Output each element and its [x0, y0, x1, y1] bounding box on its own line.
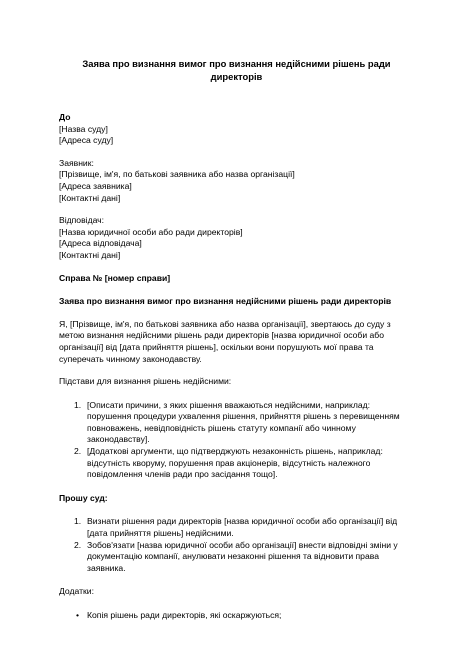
list-line: законодавству]. — [87, 434, 150, 445]
court-name: [Назва суду] — [59, 123, 108, 134]
respondent-heading: Відповідач: — [59, 215, 105, 226]
list-line: Зобов'язати [назва юридичної особи або організації] внести відповідні зміни у — [87, 539, 398, 550]
addressee-block — [59, 112, 414, 147]
list-line: [Описати причини, з яких рішення вважаються недійсними, наприклад: — [87, 399, 371, 410]
list-item — [59, 610, 414, 622]
list-item — [59, 400, 414, 446]
intro-line: Я, [Прізвище, ім'я, по батькові заявника або назва організації], звертаюсь до суду з — [59, 318, 391, 329]
respondent-address: [Адреса відповідача] — [59, 238, 142, 249]
intro-paragraph — [59, 319, 414, 365]
addressee-heading: До — [59, 112, 71, 122]
court-address: [Адреса суду] — [59, 135, 114, 146]
list-number: 2. — [74, 446, 82, 457]
applicant-heading: Заявник: — [59, 157, 94, 168]
grounds-heading: Підстави для визнання рішень недійсними: — [59, 376, 232, 387]
respondent-block — [59, 215, 414, 261]
request-heading: Прошу суд: — [59, 492, 108, 503]
bullet-icon: • — [76, 610, 80, 620]
list-line: порушення процедури ухвалення рішення, прийняття рішень з перевищенням — [87, 411, 400, 422]
list-line: заявника. — [87, 562, 126, 573]
list-number: 2. — [74, 539, 82, 550]
list-line: Копія рішень ради директорів, які оскаржуються; — [87, 610, 282, 620]
list-item — [59, 540, 414, 575]
list-line: [Додаткові аргументи, що підтверджують незаконність рішень, наприклад: — [87, 446, 383, 457]
request-list — [59, 516, 414, 574]
list-line: [дата прийняття рішень] недійсними. — [87, 528, 234, 539]
respondent-name: [Назва юридичної особи або ради директорів] — [59, 226, 243, 237]
attachments-heading: Додатки: — [59, 586, 94, 597]
intro-line: метою визнання недійсними рішень ради директорів [назва юридичної особи або — [59, 330, 384, 341]
list-number: 1. — [74, 516, 82, 527]
respondent-contacts: [Контактні дані] — [59, 249, 121, 260]
list-line: документацію компанії, анулювати незаконні рішення та відновити права — [87, 551, 379, 562]
applicant-name: [Прізвище, ім'я, по батькові заявника або назва організації] — [59, 169, 295, 180]
list-line: Визнати рішення ради директорів [назва юридичної особи або організації] від — [87, 516, 398, 527]
grounds-list — [59, 400, 414, 481]
case-number: Справа № [номер справи] — [59, 272, 171, 283]
intro-line: організації] від [дата прийняття рішень], оскільки вони порушують мої права та — [59, 341, 374, 352]
applicant-block — [59, 158, 414, 204]
applicant-contacts: [Контактні дані] — [59, 192, 121, 203]
intro-line: суперечать чинному законодавству. — [59, 353, 202, 364]
list-item — [59, 516, 414, 539]
applicant-address: [Адреса заявника] — [59, 180, 132, 191]
attachments-list — [59, 610, 414, 622]
list-line: повноважень, невідповідність рішень статуту компанії або чинному — [87, 422, 356, 433]
list-number: 1. — [74, 399, 82, 410]
application-subject: Заява про визнання вимог про визнання недійсними рішень ради директорів — [59, 296, 392, 307]
list-line: відсутність кворуму, порушення прав акціонерів, відсутність належного — [87, 457, 371, 468]
list-line: повідомлення членів ради про засідання тощо]. — [87, 469, 278, 480]
list-item — [59, 446, 414, 481]
document-title: Заява про визнання вимог про визнання недійсними рішень ради директорів — [82, 58, 391, 82]
